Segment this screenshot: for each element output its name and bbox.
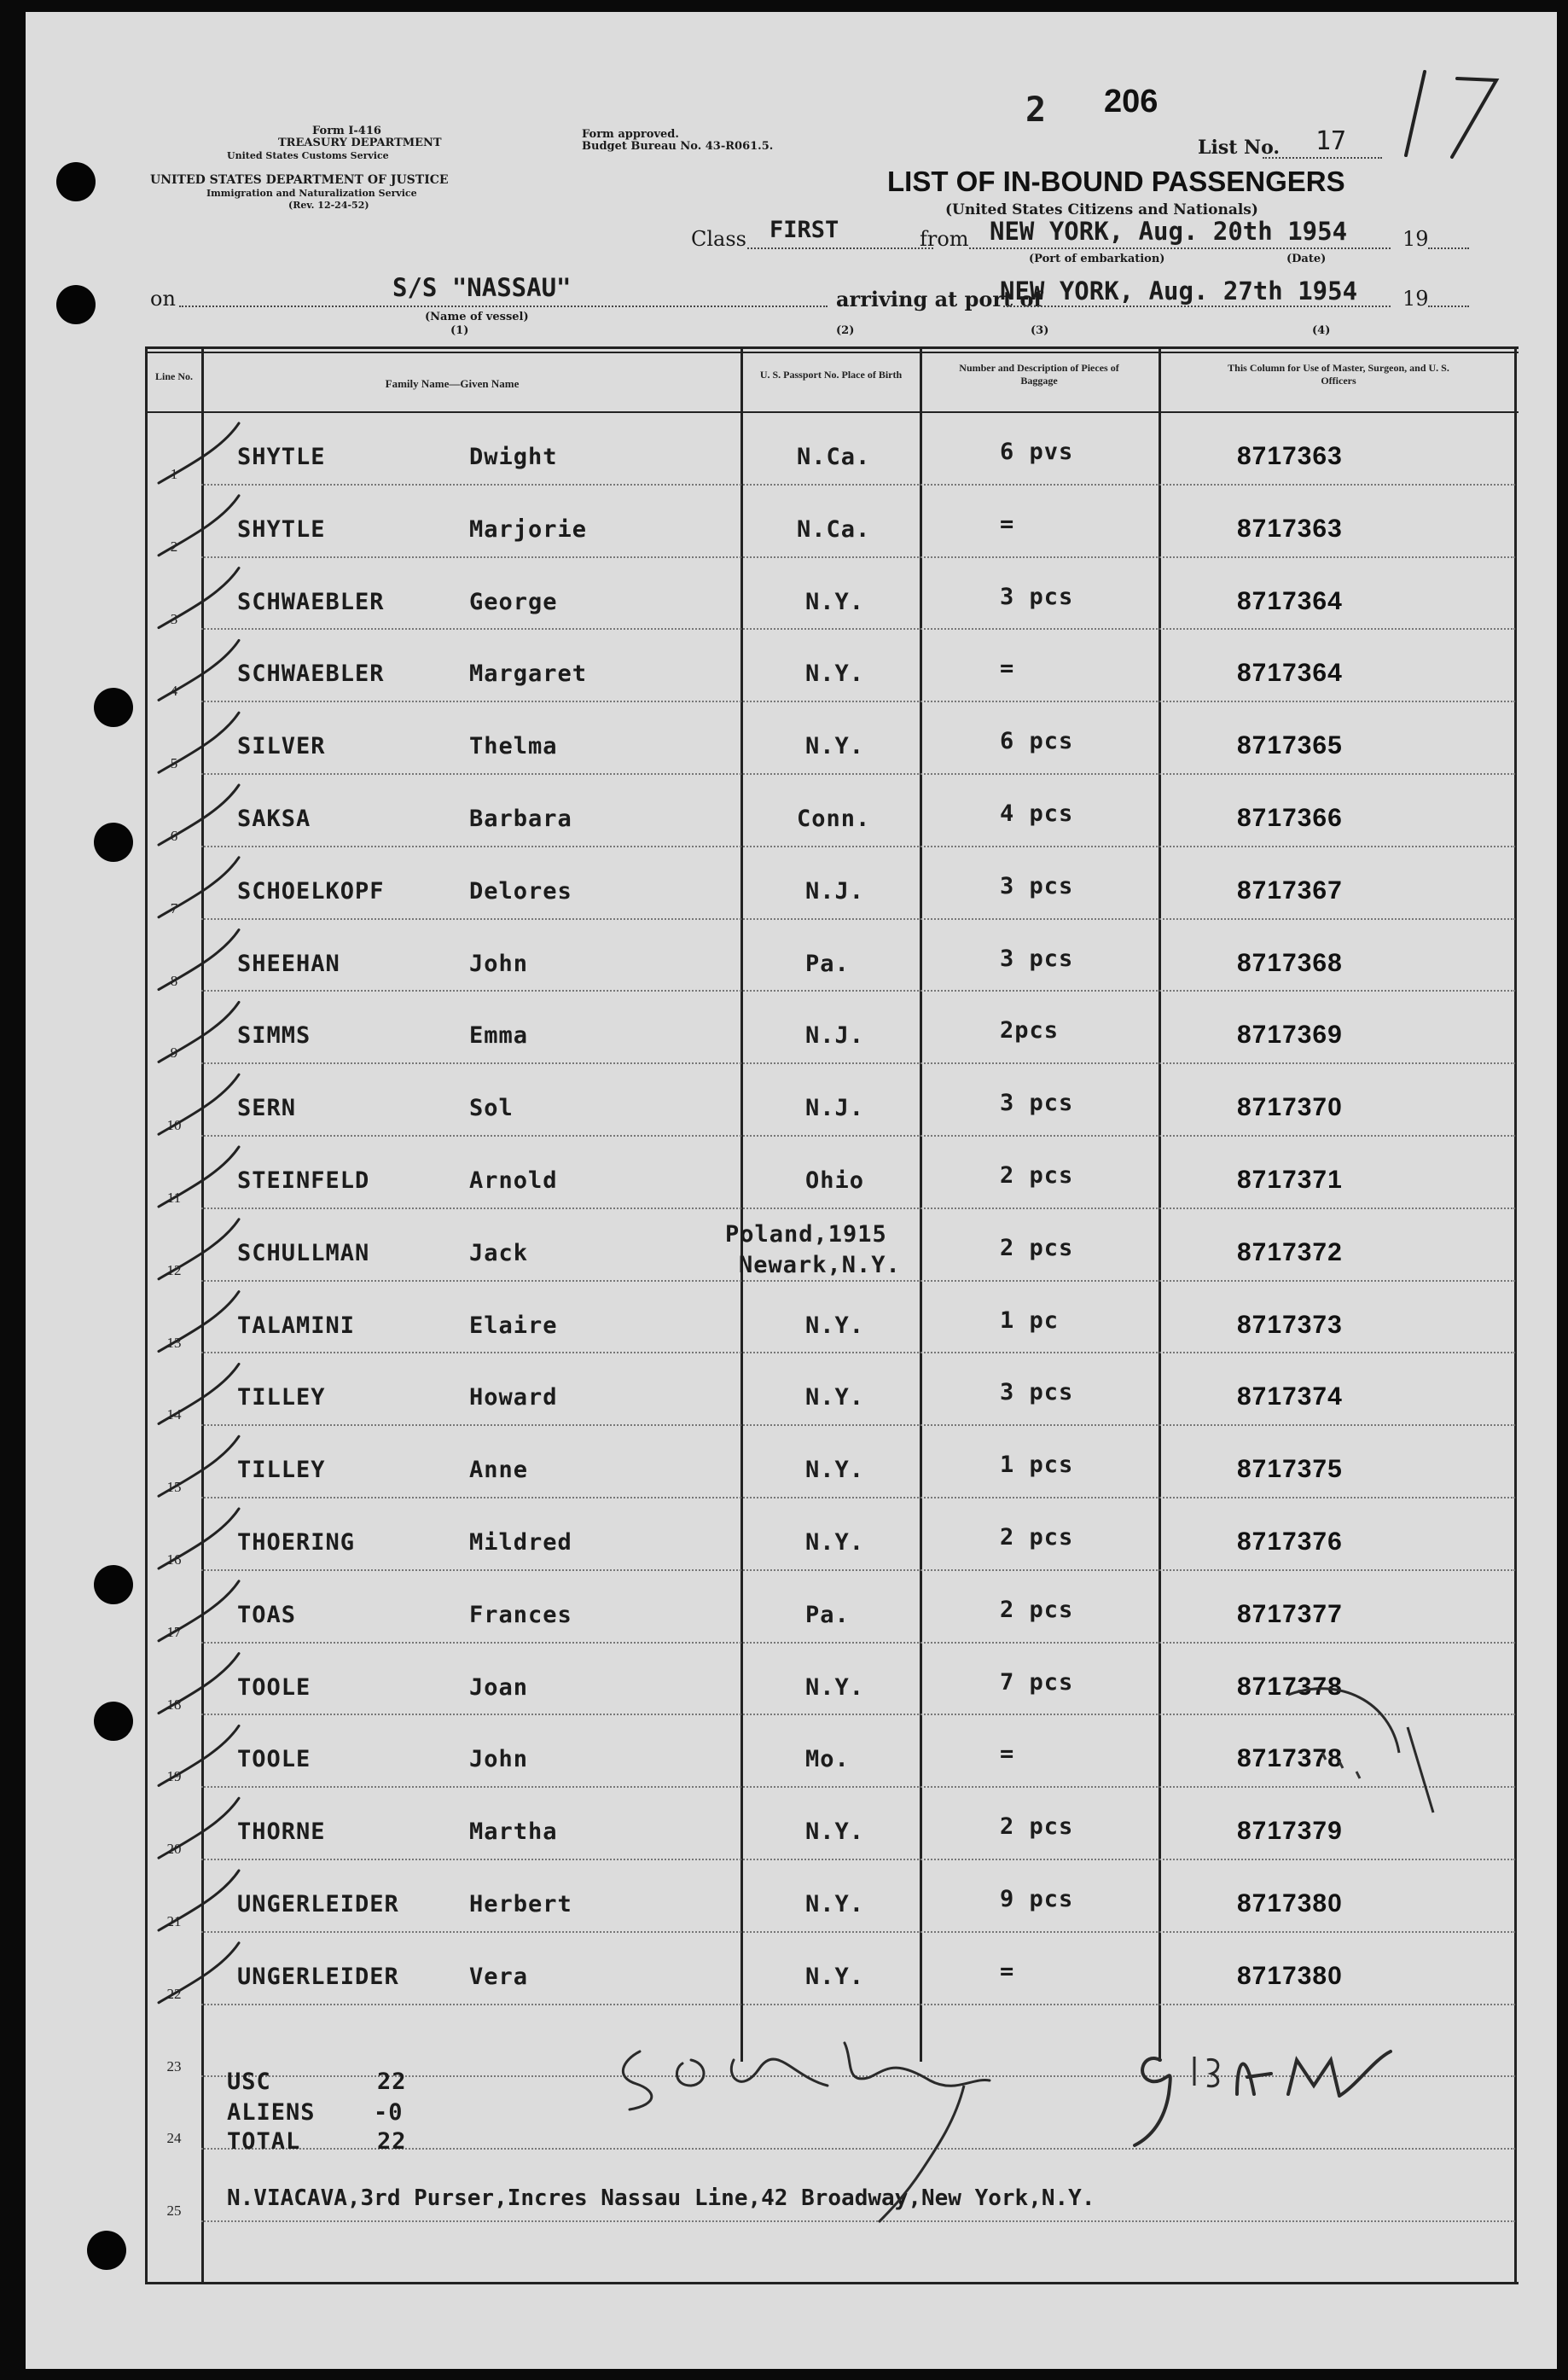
baggage: 1 pc — [1000, 1306, 1060, 1334]
family-name: SCHWAEBLER — [237, 588, 385, 615]
line-number: 10 — [166, 1117, 182, 1134]
family-name: UNGERLEIDER — [237, 1891, 399, 1917]
line-number: 18 — [166, 1696, 182, 1713]
justice-label: UNITED STATES DEPARTMENT OF JUSTICE — [150, 173, 449, 187]
year-suffix: 19 — [1402, 227, 1429, 251]
budget-label: Budget Bureau No. 43-R061.5. — [582, 140, 774, 153]
officer-number: 8717375 — [1237, 1455, 1343, 1484]
line-number: 16 — [166, 1551, 182, 1568]
line-number: 12 — [166, 1261, 182, 1278]
line-number: 25 — [166, 2203, 182, 2220]
baggage: 2 pcs — [1000, 1524, 1074, 1551]
list-no-value: 17 — [1315, 126, 1347, 156]
family-name: SERN — [237, 1095, 297, 1122]
line-number: 24 — [166, 2130, 182, 2147]
place-of-birth: N.Y. — [805, 1818, 865, 1846]
total-value: 22 — [377, 2128, 407, 2155]
given-name: Howard — [469, 1384, 558, 1411]
given-name: Marjorie — [469, 515, 588, 543]
baggage: 4 pcs — [1000, 800, 1074, 827]
year-suffix-2: 19 — [1402, 287, 1429, 311]
page-subtitle: (United States Citizens and Nationals) — [945, 201, 1258, 218]
line-number: 9 — [170, 1045, 178, 1062]
officer-number: 8717370 — [1237, 1093, 1343, 1122]
from-label: from — [920, 227, 969, 251]
given-name: Mildred — [469, 1529, 572, 1556]
form-number: Form I-416 — [312, 125, 381, 137]
baggage: 2 pcs — [1000, 1234, 1074, 1261]
caption-1: (1) — [450, 324, 469, 337]
baggage: 6 pvs — [1000, 439, 1074, 465]
customs-label: United States Customs Service — [227, 150, 389, 161]
revision-label: (Rev. 12-24-52) — [288, 200, 369, 211]
manifest-page — [26, 12, 1557, 2369]
officer-number: 8717366 — [1237, 804, 1343, 832]
col-header-line-no: Line No. — [154, 370, 193, 382]
place-of-birth: Pa. — [805, 950, 850, 977]
place-of-birth: N.Y. — [805, 660, 865, 688]
caption-4: (4) — [1312, 324, 1331, 337]
family-name: TILLEY — [237, 1457, 326, 1484]
given-name: Vera — [469, 1963, 529, 1990]
baggage: = — [1000, 510, 1015, 538]
form-approved-label: Form approved. — [582, 128, 679, 141]
officer-number: 8717380 — [1237, 1961, 1343, 1990]
baggage: 6 pcs — [1000, 728, 1074, 755]
line-number: 19 — [166, 1768, 182, 1785]
col-header-passport: U. S. Passport No. Place of Birth — [759, 369, 903, 381]
stray-pen-marks — [26, 12, 1557, 2369]
line-number: 5 — [170, 755, 178, 772]
place-of-birth: Poland,1915 — [725, 1220, 887, 1248]
given-name: John — [469, 950, 529, 977]
officer-number: 8717376 — [1237, 1528, 1343, 1556]
col-header-name: Family Name—Given Name — [385, 377, 520, 390]
given-name: Jack — [469, 1239, 529, 1266]
line-number: 21 — [166, 1913, 182, 1929]
line-number: 22 — [166, 1985, 182, 2002]
given-name: Dwight — [469, 444, 558, 470]
usc-value: 22 — [377, 2069, 407, 2095]
date-caption: (Date) — [1286, 253, 1327, 265]
place-of-birth: Pa. — [805, 1601, 850, 1628]
purser-signature-line: N.VIACAVA,3rd Purser,Incres Nassau Line,42 Broadway,New York,N.Y. — [227, 2185, 1095, 2211]
stamped-number: 206 — [1104, 84, 1159, 119]
place-of-birth: N.J. — [805, 1022, 865, 1050]
family-name: SHYTLE — [237, 444, 326, 470]
family-name: THOERING — [237, 1529, 356, 1556]
officer-number: 8717368 — [1237, 948, 1343, 977]
family-name: TILLEY — [237, 1384, 326, 1411]
baggage: 3 pcs — [1000, 945, 1074, 972]
given-name: Delores — [469, 877, 572, 905]
place-of-birth: N.Y. — [805, 1312, 865, 1339]
baggage: 2 pcs — [1000, 1813, 1074, 1841]
given-name: John — [469, 1746, 529, 1773]
place-of-birth: N.Ca. — [797, 515, 871, 543]
line-number: 6 — [170, 828, 178, 844]
ins-label: Immigration and Naturalization Service — [206, 188, 417, 199]
place-of-birth: N.J. — [805, 877, 865, 905]
line-number: 20 — [166, 1841, 182, 1858]
family-name: SCHWAEBLER — [237, 660, 385, 688]
officer-number: 8717378 — [1237, 1672, 1343, 1701]
place-of-birth: N.Y. — [805, 1891, 865, 1917]
family-name: TOAS — [237, 1601, 297, 1628]
place-of-birth: Mo. — [805, 1746, 850, 1773]
baggage: = — [1000, 1958, 1015, 1985]
vessel-name: S/S "NASSAU" — [392, 273, 572, 302]
officer-number: 8717373 — [1237, 1310, 1343, 1339]
baggage: = — [1000, 1741, 1015, 1768]
officer-number: 8717364 — [1237, 586, 1343, 615]
baggage: 2 pcs — [1000, 1162, 1074, 1189]
given-name: Thelma — [469, 733, 558, 760]
col-header-baggage: Number and Description of Pieces of Baggage — [959, 362, 1119, 387]
on-label: on — [150, 287, 176, 311]
arriving-label: arriving at port of — [836, 287, 1042, 311]
vessel-caption: (Name of vessel) — [425, 311, 529, 323]
total-label: TOTAL — [227, 2128, 301, 2155]
officer-number: 8717365 — [1237, 731, 1343, 760]
line-number: 3 — [170, 610, 178, 627]
family-name: SAKSA — [237, 806, 311, 832]
family-name: TOOLE — [237, 1746, 311, 1773]
given-name: Joan — [469, 1673, 529, 1701]
family-name: STEINFELD — [237, 1167, 370, 1194]
port-caption: (Port of embarkation) — [1029, 253, 1165, 265]
aliens-value: -0 — [374, 2099, 404, 2126]
class-label: Class — [691, 227, 746, 251]
given-name: George — [469, 588, 558, 615]
line-number: 8 — [170, 972, 178, 989]
given-name: Arnold — [469, 1167, 558, 1194]
given-name: Martha — [469, 1818, 558, 1846]
officer-number: 8717380 — [1237, 1889, 1343, 1917]
officer-number: 8717369 — [1237, 1021, 1343, 1050]
place-of-birth: N.Y. — [805, 588, 865, 615]
list-no-label: List No. — [1198, 137, 1281, 159]
baggage: 2 pcs — [1000, 1596, 1074, 1623]
baggage: = — [1000, 655, 1015, 683]
family-name: TALAMINI — [237, 1312, 356, 1339]
family-name: SHEEHAN — [237, 950, 340, 977]
officer-number: 8717379 — [1237, 1817, 1343, 1846]
arriving-value: NEW YORK, Aug. 27th 1954 — [1000, 276, 1358, 306]
line-number: 4 — [170, 683, 178, 700]
usc-label: USC — [227, 2069, 271, 2095]
family-name: SILVER — [237, 733, 326, 760]
place-of-birth: Conn. — [797, 806, 871, 832]
stamped-number-prefix: 2 — [1025, 90, 1047, 130]
given-name: Frances — [469, 1601, 572, 1628]
place-of-birth: N.Y. — [805, 733, 865, 760]
family-name: UNGERLEIDER — [237, 1963, 399, 1990]
place-of-birth: N.Y. — [805, 1673, 865, 1701]
place-of-birth: Ohio — [805, 1167, 865, 1194]
baggage: 2pcs — [1000, 1017, 1060, 1045]
place-of-birth: N.J. — [805, 1095, 865, 1122]
line-number: 14 — [166, 1406, 182, 1423]
place-of-residence: Newark,N.Y. — [739, 1251, 901, 1278]
officer-number: 8717363 — [1237, 442, 1343, 470]
family-name: SHYTLE — [237, 515, 326, 543]
col-header-officers: This Column for Use of Master, Surgeon, and U. S. Officers — [1228, 362, 1449, 387]
family-name: THORNE — [237, 1818, 326, 1846]
line-number: 11 — [166, 1190, 182, 1206]
line-number: 15 — [166, 1479, 182, 1496]
line-number: 13 — [166, 1334, 182, 1351]
given-name: Elaire — [469, 1312, 558, 1339]
officer-number: 8717374 — [1237, 1382, 1343, 1411]
line-number: 23 — [166, 2057, 182, 2074]
baggage: 7 pcs — [1000, 1668, 1074, 1696]
caption-3: (3) — [1031, 324, 1049, 337]
officer-number: 8717371 — [1237, 1166, 1343, 1194]
officer-number: 8717363 — [1237, 514, 1343, 543]
place-of-birth: N.Y. — [805, 1384, 865, 1411]
treasury-label: TREASURY DEPARTMENT — [278, 137, 442, 149]
family-name: SIMMS — [237, 1022, 311, 1050]
given-name: Sol — [469, 1095, 514, 1122]
place-of-birth: N.Y. — [805, 1457, 865, 1484]
given-name: Anne — [469, 1457, 529, 1484]
officer-number: 8717378 — [1237, 1744, 1343, 1773]
given-name: Emma — [469, 1022, 529, 1050]
given-name: Barbara — [469, 806, 572, 832]
officer-number: 8717364 — [1237, 659, 1343, 688]
baggage: 3 pcs — [1000, 872, 1074, 899]
baggage: 3 pcs — [1000, 583, 1074, 610]
baggage: 3 pcs — [1000, 1379, 1074, 1406]
place-of-birth: N.Y. — [805, 1963, 865, 1990]
page-title: LIST OF IN-BOUND PASSENGERS — [887, 166, 1345, 197]
aliens-label: ALIENS — [227, 2099, 316, 2126]
baggage: 1 pcs — [1000, 1452, 1074, 1479]
class-value: FIRST — [769, 217, 839, 243]
given-name: Margaret — [469, 660, 588, 688]
caption-2: (2) — [836, 324, 855, 337]
officer-number: 8717372 — [1237, 1237, 1343, 1266]
line-number: 7 — [170, 899, 178, 917]
place-of-birth: N.Ca. — [797, 444, 871, 470]
officer-number: 8717367 — [1237, 876, 1343, 905]
line-number: 17 — [166, 1623, 182, 1640]
place-of-birth: N.Y. — [805, 1529, 865, 1556]
from-value: NEW YORK, Aug. 20th 1954 — [990, 217, 1348, 246]
given-name: Herbert — [469, 1891, 572, 1917]
baggage: 9 pcs — [1000, 1886, 1074, 1912]
officer-number: 8717377 — [1237, 1599, 1343, 1628]
family-name: SCHOELKOPF — [237, 877, 385, 905]
family-name: SCHULLMAN — [237, 1239, 370, 1266]
family-name: TOOLE — [237, 1673, 311, 1701]
line-number: 1 — [170, 466, 178, 482]
line-number: 2 — [170, 538, 178, 555]
baggage: 3 pcs — [1000, 1090, 1074, 1117]
